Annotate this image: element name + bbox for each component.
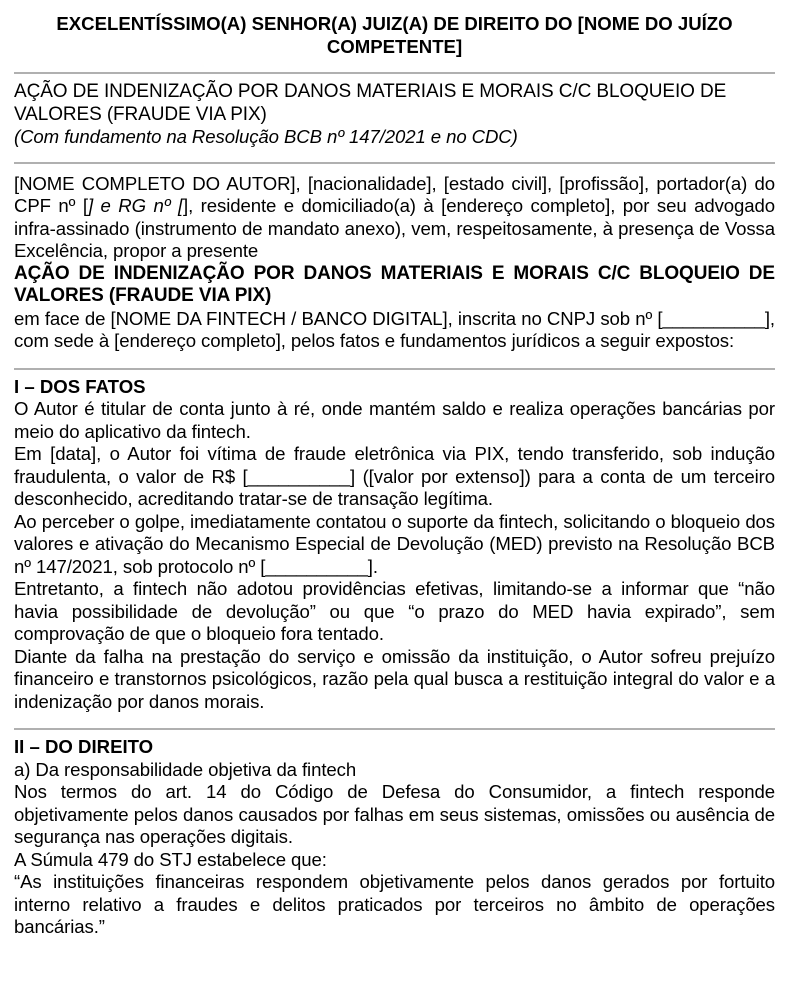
paragraph: O Autor é titular de conta junto à ré, onde mantém saldo e realiza operações bancárias por meio do aplicativo da fintech. — [14, 398, 775, 442]
paragraph: Em [data], o Autor foi vítima de fraude eletrônica via PIX, tendo transferido, sob indução fraudulenta, o valor de R$ [__________] ([valor por extenso]) para a conta de um terceiro desconhecido, acreditando tratar-se de transação legítima. — [14, 443, 775, 509]
qualification-text-2: ], residente e domiciliado(a) à [endereço completo], por seu advogado infra-assinado (instrumento de mandato anexo), vem, respeitosamente, à presença de Vossa Excelência, propor a presente — [14, 195, 775, 261]
qualification-text-1: [NOME COMPLETO DO AUTOR], [nacionalidade], [estado civil], [profissão], portador(a) do CPF nº [ — [14, 172, 775, 216]
qualification-paragraph — [14, 173, 775, 263]
section-facts — [14, 376, 775, 714]
subheading: a) Da responsabilidade objetiva da fintech — [14, 758, 357, 780]
action-title: AÇÃO DE INDENIZAÇÃO POR DANOS MATERIAIS E MORAIS C/C BLOQUEIO DE VALORES (FRAUDE VIA PIX) — [14, 262, 775, 306]
case-title: AÇÃO DE INDENIZAÇÃO POR DANOS MATERIAIS E MORAIS C/C BLOQUEIO DE VALORES (FRAUDE VIA PIX) — [14, 81, 727, 125]
qualification-italic: ] e RG nº [ — [87, 195, 184, 216]
section-law — [14, 736, 775, 939]
paragraph: Diante da falha na prestação do serviço e omissão da instituição, o Autor sofreu prejuízo financeiro e transtornos psicológicos, razão pela qual busca a restituição integral do valor e a indenização por danos morais. — [14, 645, 775, 712]
defendant-paragraph: em face de [NOME DA FINTECH / BANCO DIGITAL], inscrita no CNPJ sob nº [__________], com sede à [endereço completo], pelos fatos e fundamentos jurídicos a seguir expostos: — [14, 307, 775, 351]
paragraph: Nos termos do art. 14 do Código de Defesa do Consumidor, a fintech responde objetivamente pelos danos causados por falhas em seus sistemas, omissões ou ausência de segurança nas operações digitais. — [14, 781, 775, 847]
paragraph: Entretanto, a fintech não adotou providências efetivas, limitando-se a informar que “não havia possibilidade de devolução” ou que “o prazo do MED havia expirado”, sem comprovação de que o bloqueio fora tentado. — [14, 578, 775, 644]
quote-paragraph: “As instituições financeiras respondem objetivamente pelos danos gerados por fortuito interno relativo a fraudes e delitos praticados por terceiros no âmbito de operações bancárias.” — [14, 871, 775, 937]
section-heading: I – DOS FATOS — [14, 375, 146, 397]
paragraph: A Súmula 479 do STJ estabelece que: — [14, 848, 327, 870]
section-heading: II – DO DIREITO — [14, 736, 154, 757]
case-basis: (Com fundamento na Resolução BCB nº 147/2021 e no CDC) — [14, 126, 518, 147]
paragraph: Ao perceber o golpe, imediatamente contatou o suporte da fintech, solicitando o bloqueio dos valores e ativação do Mecanismo Especial de Devolução (MED) previsto na Resolução BCB nº 147/2021, sob protocolo nº [__________]. — [14, 510, 775, 577]
addressee-heading: EXCELENTÍSSIMO(A) SENHOR(A) JUIZ(A) DE DIREITO DO [NOME DO JUÍZO COMPETENTE] — [56, 13, 733, 57]
